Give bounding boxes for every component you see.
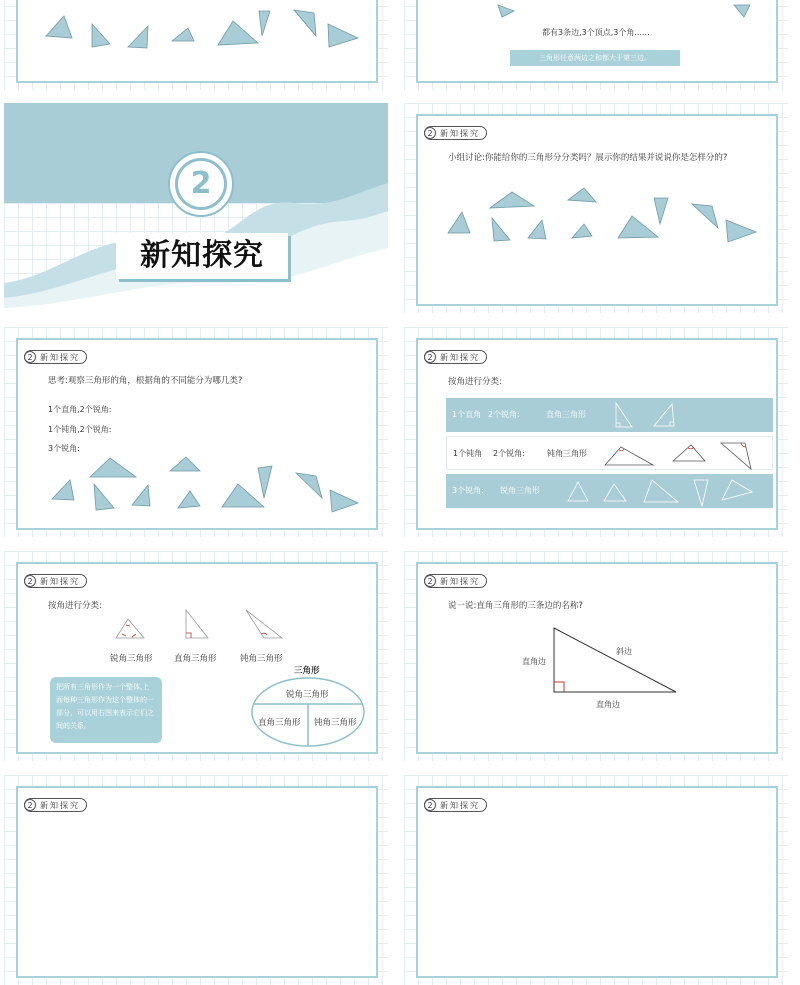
badge-number: 2 [424,575,436,587]
triangle [92,24,110,47]
leg-label-vertical: 直角边 [522,657,546,666]
category-item: 1个直角,2个锐角: [48,405,112,414]
triangle-group [18,340,376,528]
triangle [90,458,136,477]
badge-number: 2 [424,127,436,139]
triangle [528,220,546,239]
obtuse-triangle-figures [447,437,774,471]
row-name: 直角三角形 [546,410,586,419]
triangle-group [418,116,776,304]
right-triangle-figures [446,398,773,432]
section-title-box [116,233,288,279]
triangle-group [18,0,376,81]
right-triangle-row [446,398,773,432]
triangle [258,466,272,498]
triangle [170,457,200,471]
slide-3-section-title[interactable] [4,103,388,313]
slide-frame [416,114,778,306]
triangle [259,11,270,36]
label-right: 直角三角形 [174,654,217,664]
row-count: 1个钝角 [453,449,483,458]
summary-line: 都有3条边,3个顶点,3个角...... [542,28,650,37]
slide-frame [416,562,778,754]
triangle [128,26,148,48]
triangle [448,212,470,233]
triangle [52,480,74,500]
section-title: 新知探究 [140,238,264,273]
ellipse-right-label: 钝角三角形 [314,718,357,728]
slide-7[interactable] [4,551,388,761]
acute-triangle-figures [446,474,773,508]
badge-label: 新知探究 [40,800,80,810]
slide-frame [16,562,378,754]
triangle [492,218,510,241]
section-number-inner: 2 [175,158,227,210]
right-triangle-question: 说一说:直角三角形的三条边的名称? [448,601,583,611]
triangle [498,5,514,17]
row-count: 3个锐角: [452,486,484,495]
diagram-title: 三角形 [294,666,320,676]
badge-number: 2 [24,351,36,363]
slide-frame [16,786,378,978]
row-name: 钝角三角形 [547,449,587,458]
acute-triangle-row [446,474,773,508]
badge-label: 新知探究 [440,128,480,138]
section-badge [424,798,487,812]
row-rest: 2个锐角: [493,449,525,458]
badge-label: 新知探究 [40,576,80,586]
triangle [296,473,322,498]
slide-4[interactable] [404,103,788,313]
triangle [172,28,194,41]
triangle [294,10,316,36]
slide-frame [16,0,378,83]
slide-1[interactable] [4,0,388,90]
label-acute: 锐角三角形 [110,654,153,664]
classify-heading: 按角进行分类: [448,377,502,387]
triangle [618,216,658,238]
slide-frame [416,338,778,530]
badge-label: 新知探究 [440,800,480,810]
triangle [568,188,596,202]
obtuse-triangle-row [446,436,773,470]
section-badge [24,798,87,812]
row-name: 锐角三角形 [500,486,540,495]
label-obtuse: 钝角三角形 [240,654,283,664]
triangle [218,21,258,45]
explanation-note: 把所有三角形作为一个整体,上面每种三角形作为这个整体的一部分，可以用右图来表示它们之间的关系。 [50,677,162,743]
badge-number: 2 [24,575,36,587]
conclusion-text: 三角形任意两边之和都大于第三边。 [539,54,651,62]
slide-8[interactable] [404,551,788,761]
hypotenuse-label: 斜边 [616,647,632,656]
triangle [490,192,534,208]
badge-label: 新知探究 [40,352,80,362]
slide-10[interactable] [404,775,788,985]
leg-label-horizontal: 直角边 [596,700,620,709]
category-item: 1个钝角,2个锐角: [48,425,112,434]
badge-label: 新知探究 [440,576,480,586]
section-number-circle [168,151,234,217]
section-badge [424,350,487,364]
triangle [178,491,200,508]
slide-5[interactable] [4,327,388,537]
slide-frame [416,0,778,83]
category-item: 3个锐角: [48,444,80,453]
row-count: 1个直角 [452,410,482,419]
triangle [572,224,592,238]
badge-number: 2 [24,799,36,811]
triangle [330,490,358,512]
triangle-group [418,0,776,81]
think-question: 思考:观察三角形的角，根据角的不同能分为哪几类? [48,376,243,386]
conclusion-bar [510,50,680,66]
classify-heading: 按角进行分类: [48,601,102,611]
badge-label: 新知探究 [440,352,480,362]
slide-2[interactable] [404,0,788,90]
slide-9[interactable] [4,775,388,985]
triangle [726,220,756,242]
triangle [94,484,114,510]
slide-6[interactable] [404,327,788,537]
badge-number: 2 [424,351,436,363]
badge-number: 2 [424,799,436,811]
triangle [734,5,750,17]
slide-frame [16,338,378,530]
triangle [328,24,358,47]
ellipse-left-label: 直角三角形 [258,718,301,728]
row-rest: 2个锐角: [488,410,520,419]
discussion-question: 小组讨论:你能给你的三角形分分类吗？展示你的结果并说说你是怎样分的? [448,153,728,163]
triangle [222,484,264,507]
triangle [692,204,718,228]
triangle [132,485,150,506]
triangle [46,16,72,38]
triangle [654,198,668,224]
ellipse-top-label: 锐角三角形 [286,690,329,700]
right-triangle-diagram [418,564,776,752]
slide-frame [416,786,778,978]
